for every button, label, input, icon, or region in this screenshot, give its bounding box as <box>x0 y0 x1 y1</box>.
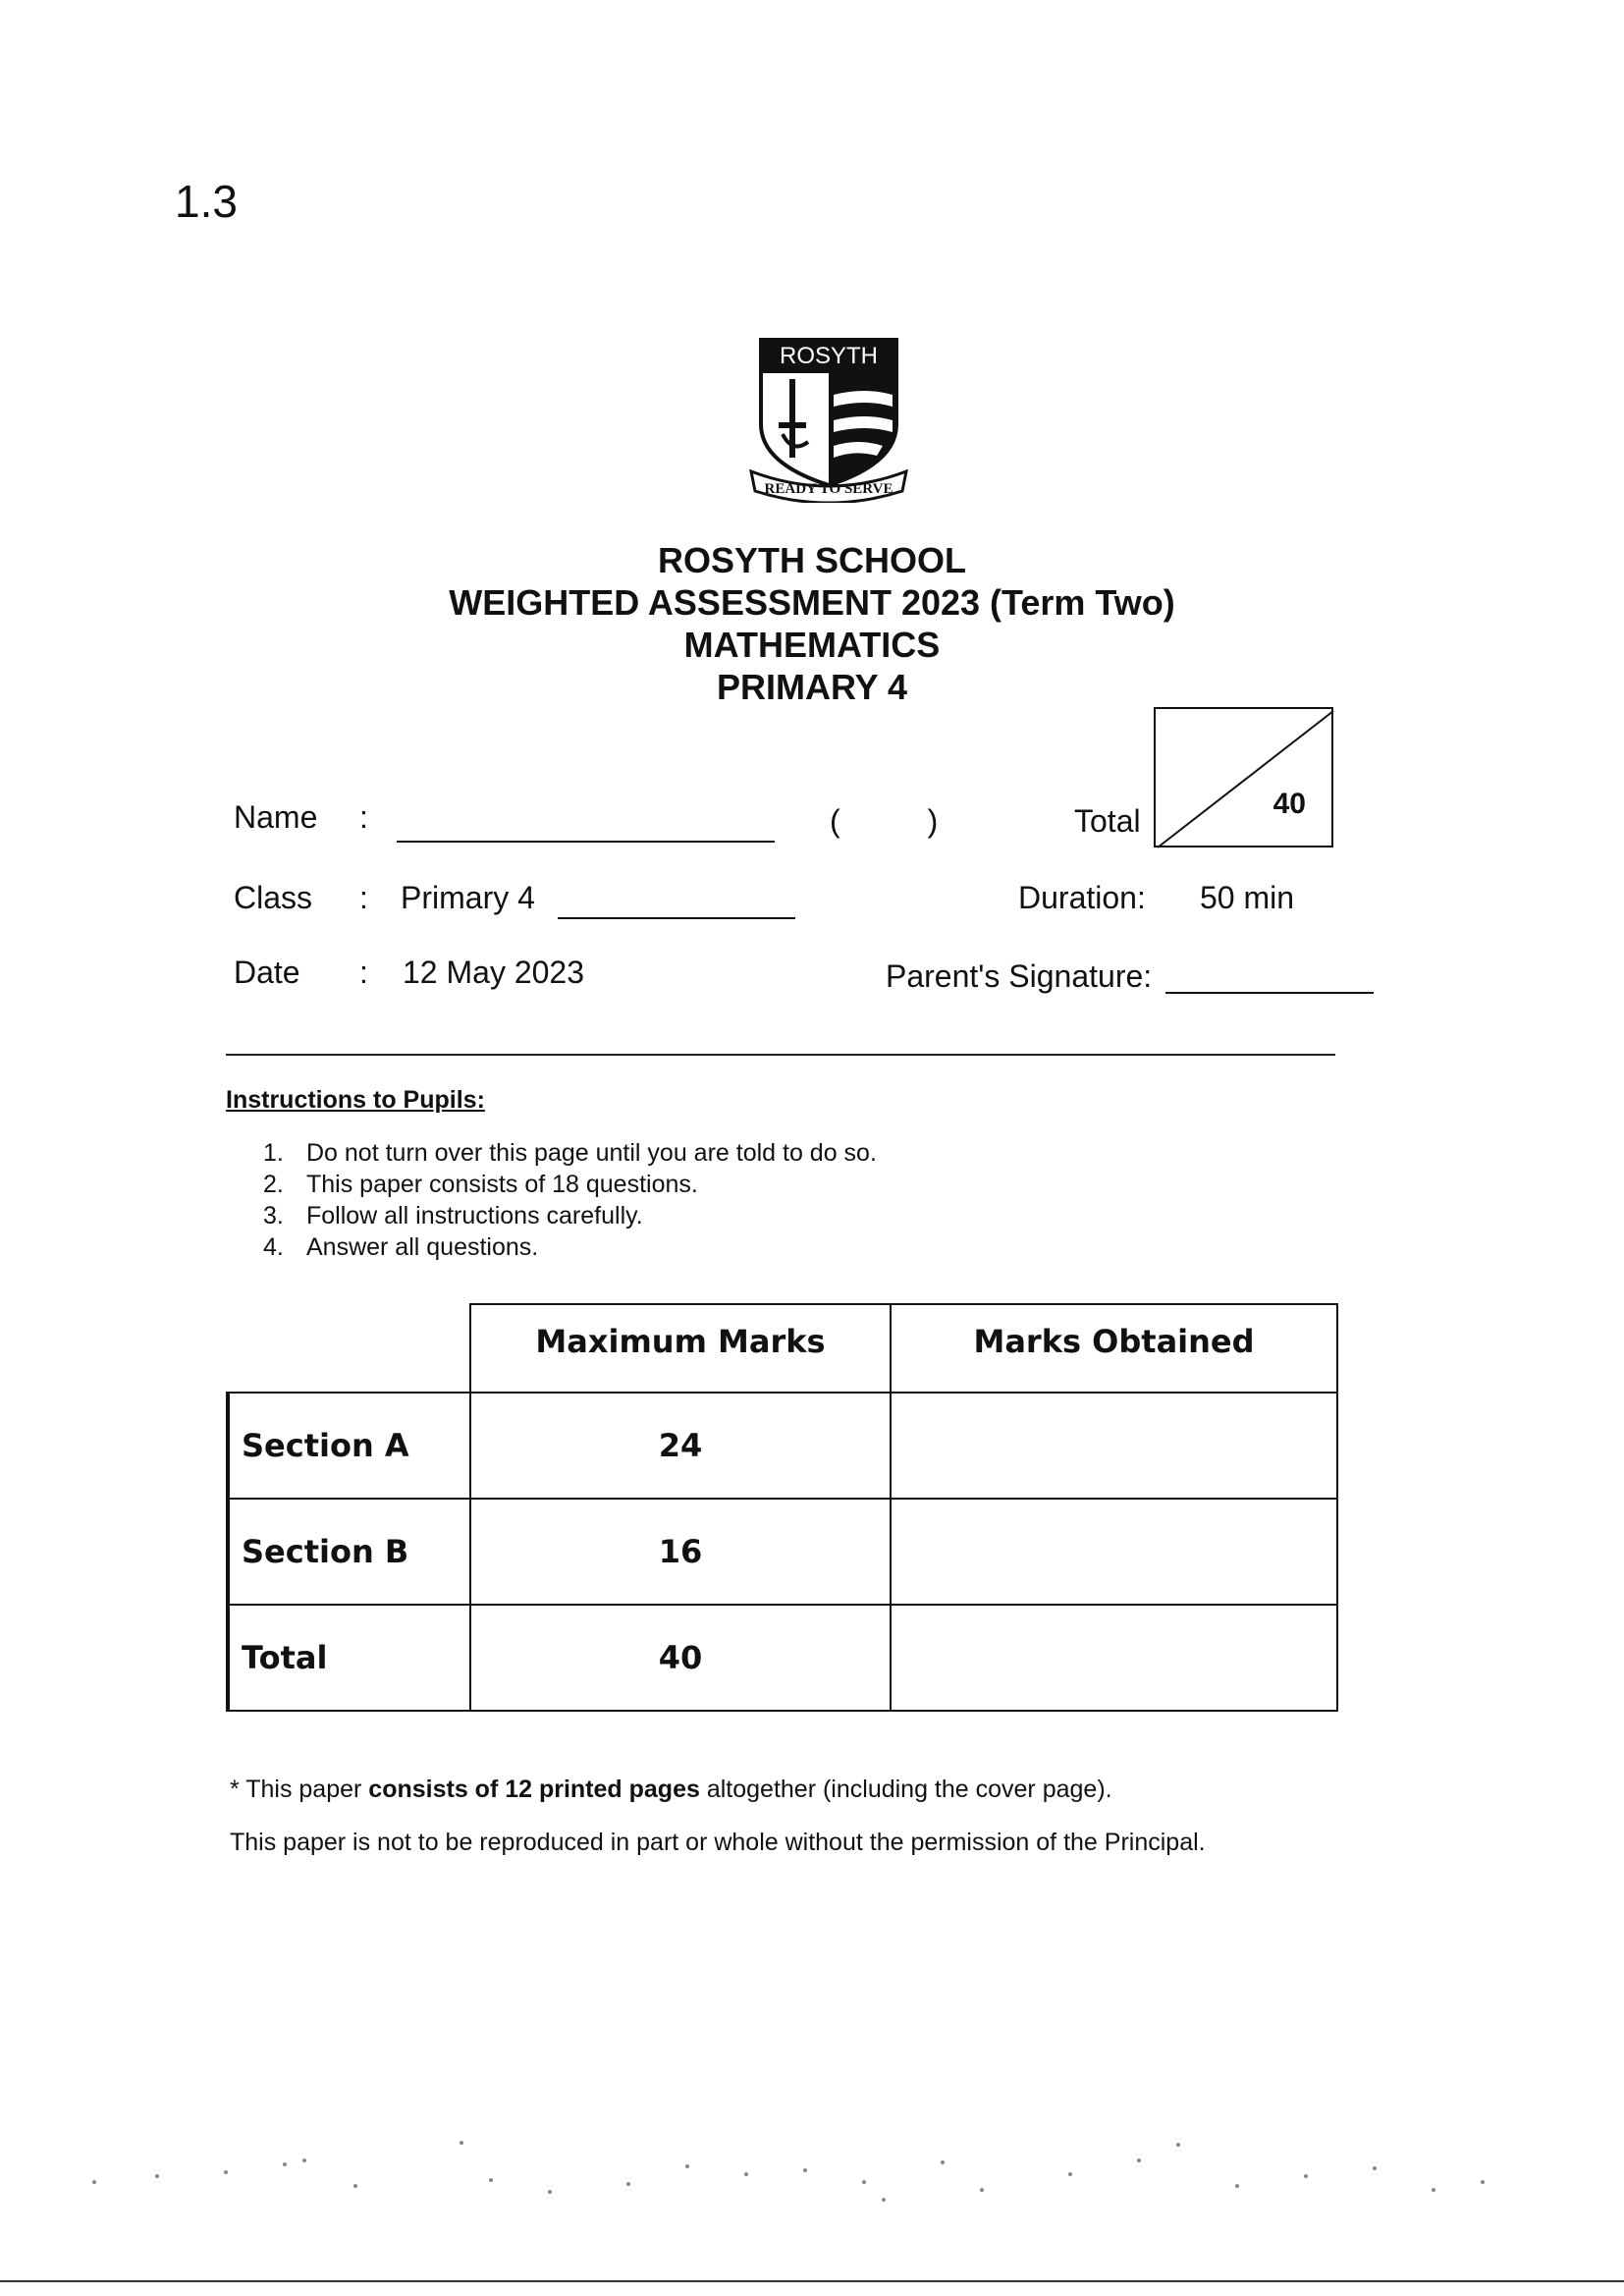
total-score-box[interactable] <box>1154 707 1333 847</box>
row-label-total: Total <box>228 1605 470 1711</box>
page-number: 1.3 <box>175 176 238 227</box>
class-separator: : <box>359 880 368 915</box>
name-separator: : <box>359 799 368 835</box>
reproduction-note: This paper is not to be reproduced in part or whole without the permission of the Principal. <box>230 1829 1206 1856</box>
school-title: ROSYTH SCHOOL <box>657 540 966 580</box>
instruction-item: 2. This paper consists of 18 questions. <box>263 1171 698 1198</box>
header-marks-obtained: Marks Obtained <box>891 1304 1337 1393</box>
marks-table <box>226 1303 1338 1712</box>
divider <box>226 1054 1335 1056</box>
row-label-section-a: Section A <box>228 1393 470 1499</box>
max-marks-section-b: 16 <box>470 1499 891 1605</box>
table-row <box>228 1605 1337 1711</box>
subject-title: MATHEMATICS <box>683 625 941 665</box>
crest-school-word: ROSYTH <box>779 343 879 369</box>
scan-noise <box>0 2121 1624 2210</box>
instruction-item: 1. Do not turn over this page until you are told to do so. <box>263 1139 877 1167</box>
parent-signature-label: Parent's Signature: <box>886 958 1153 994</box>
total-label: Total <box>1074 803 1141 839</box>
name-field[interactable] <box>397 841 775 843</box>
page-bottom-edge <box>0 2280 1624 2282</box>
assessment-title: WEIGHTED ASSESSMENT 2023 (Term Two) <box>449 582 1175 623</box>
date-label: Date <box>234 955 300 990</box>
date-value: 12 May 2023 <box>403 955 585 990</box>
marks-obtained-section-b[interactable] <box>891 1499 1337 1605</box>
class-field[interactable] <box>558 917 795 919</box>
instruction-item: 4. Answer all questions. <box>263 1233 539 1261</box>
score-diagonal <box>1156 709 1335 849</box>
table-corner-cell <box>228 1304 470 1393</box>
instructions-title: Instructions to Pupils: <box>226 1086 485 1114</box>
row-label-section-b: Section B <box>228 1499 470 1605</box>
page-count-note: * This paper consists of 12 printed pages altogether (including the cover page). <box>230 1776 1112 1803</box>
total-max-marks: 40 <box>1272 788 1306 820</box>
duration-value: 50 min <box>1200 880 1295 915</box>
table-row <box>228 1393 1337 1499</box>
marks-obtained-section-a[interactable] <box>891 1393 1337 1499</box>
marks-obtained-total[interactable] <box>891 1605 1337 1711</box>
table-row <box>228 1499 1337 1605</box>
duration-label: Duration: <box>1018 880 1146 915</box>
max-marks-section-a: 24 <box>470 1393 891 1499</box>
school-crest-logo <box>749 336 908 503</box>
header-maximum-marks: Maximum Marks <box>470 1304 891 1393</box>
max-marks-total: 40 <box>470 1605 891 1711</box>
level-title: PRIMARY 4 <box>716 667 908 707</box>
date-separator: : <box>359 955 368 990</box>
instruction-item: 3. Follow all instructions carefully. <box>263 1202 643 1230</box>
register-number-field[interactable]: ( ) <box>830 803 939 839</box>
class-value: Primary 4 <box>401 880 535 915</box>
crest-motto: READY TO SERVE <box>764 481 893 497</box>
parent-signature-field[interactable] <box>1165 992 1374 994</box>
name-label: Name <box>234 799 318 835</box>
class-label: Class <box>234 880 313 915</box>
instructions-list <box>263 1137 877 1263</box>
table-header-row <box>228 1304 1337 1393</box>
